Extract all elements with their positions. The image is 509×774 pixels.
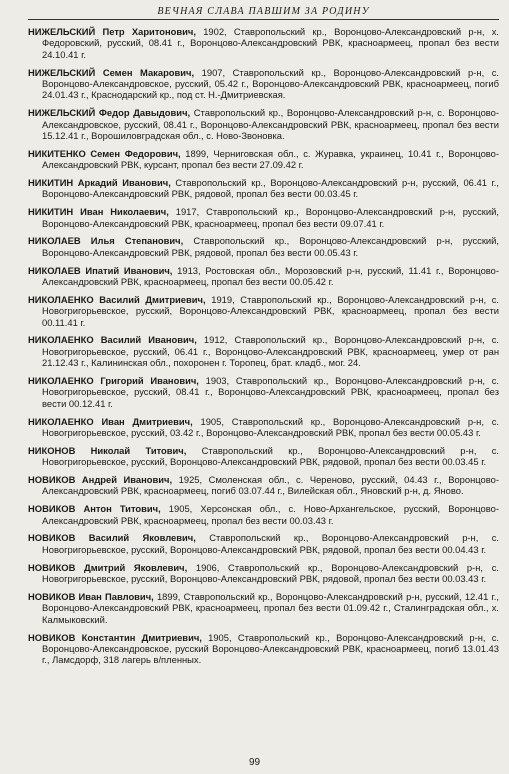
- document-page: [0, 6, 509, 774]
- entry: [28, 148, 499, 171]
- entry-name: НИЖЕЛЬСКИЙ Федор Давыдович,: [28, 107, 191, 119]
- entry-text: 1905, Ставропольский кр., Воронцово-Александровский р-н, с. Новогригорьевское, русский, 03.42 г., Воронцово-Александровский РВК, пропал без вести 00.05.43 г.: [42, 415, 500, 439]
- entry: [28, 503, 499, 526]
- entry-name: НИКИТИН Иван Николаевич,: [28, 206, 169, 218]
- entry: [28, 474, 499, 497]
- entry: [28, 235, 499, 258]
- entry-text: 1906, Ставропольский кр., Воронцово-Александровский р-н, с. Новогригорьевское, русский, Воронцово-Александровский РВК, рядовой, пропал без вести 00.03.43 г.: [42, 561, 499, 585]
- entry-text: 1902, Ставропольский кр., Воронцово-Александровский р-н, х. Федоровский, русский, 08.41 г., Воронцово-Александровский РВК, красноармеец, пропал без вести 24.10.41 г.: [42, 26, 499, 60]
- entry-name: НИКОЛАЕНКО Василий Дмитриевич,: [28, 293, 206, 305]
- entry-name: НИКОЛАЕНКО Иван Дмитриевич,: [28, 415, 193, 427]
- entry-text: 1905, Ставропольский кр., Воронцово-Александровский р-н, с. Воронцово-Александровское, русский Воронцово-Александровский РВК, красноармеец, погиб 13.01.43 г., Ламсдорф, 318 лагерь в/пленных.: [42, 631, 500, 666]
- entry-text: 1912, Ставропольский кр., Воронцово-Александровский р-н, с. Новогригорьевское, русский, 06.41 г., Воронцово-Александровский РВК, красноармеец, умер от ран 21.12.43 г., Калининская обл., похоронен г. Торопец, брат. кладб., мог. 24.: [42, 334, 499, 369]
- entry: [28, 445, 499, 468]
- entry: [28, 416, 499, 439]
- entry-text: 1899, Ставропольский кр., Воронцово-Александровский р-н, русский, 12.41 г., Воронцово-Александровский РВК, красноармеец, пропал без вести 01.09.42 г., Сталинградская обл., х. Калмыковский.: [42, 590, 499, 625]
- entry-text: Ставропольский кр., Воронцово-Александровский р-н, русский, 06.41 г., Воронцово-Александровский РВК, рядовой, пропал без вести 00.03.45 г.: [42, 177, 499, 200]
- entry: [28, 532, 499, 555]
- entry-text: Ставропольский кр., Воронцово-Александровский р-н, русский, Воронцово-Александровский РВК, рядовой, пропал без вести 00.05.43 г.: [42, 235, 499, 258]
- entry-name: НОВИКОВ Дмитрий Яковлевич,: [28, 561, 188, 573]
- entry: [28, 206, 499, 229]
- entry: [28, 294, 499, 328]
- entry-text: 1925, Смоленская обл., с. Череново, русский, 04.43 г., Воронцово-Александровский РВК, красноармеец, погиб 03.07.44 г., Вилейская обл., Яновский р-н, д. Яново.: [42, 474, 499, 497]
- entry-name: НИКОЛАЕВ Илья Степанович,: [28, 235, 184, 247]
- entry: [28, 562, 499, 585]
- entry-text: Ставропольский кр., Воронцово-Александровский р-н, с. Воронцово-Александровское, русский, 08.41 г., Воронцово-Александровский РВК, красноармеец, пропал без вести 15.12.41 г., Ворошиловградская обл., с. Ново-Звоновка.: [42, 107, 499, 142]
- entry: [28, 177, 499, 200]
- entry-text: 1913, Ростовская обл., Морозовский р-н, русский, 11.41 г., Воронцово-Александровский РВК, красноармеец, пропал без вести 00.05.42 г.: [42, 264, 499, 288]
- entry-name: НИКИТИН Аркадий Иванович,: [28, 177, 171, 189]
- entry-list: [28, 26, 499, 666]
- entry-text: 1919, Ставропольский кр., Воронцово-Александровский р-н, с. Новогригорьевское, русский, Воронцово-Александровский РВК, красноармеец, пропал без вести 00.11.41 г.: [42, 293, 500, 328]
- entry: [28, 26, 499, 60]
- entry-name: НОВИКОВ Андрей Иванович,: [28, 474, 173, 486]
- entry-text: 1899, Черниговская обл., с. Журавка, украинец, 10.41 г., Воронцово-Александровский РВК, курсант, пропал без вести 27.09.42 г.: [42, 147, 499, 171]
- entry: [28, 632, 499, 666]
- entry: [28, 591, 499, 625]
- entry-text: 1917, Ставропольский кр., Воронцово-Александровский р-н, русский, Воронцово-Александровский РВК, красноармеец, пропал без вести 09.07.41 г.: [42, 206, 499, 229]
- entry-name: НИЖЕЛЬСКИЙ Семен Макарович,: [28, 66, 195, 78]
- entry-text: 1903, Ставропольский кр., Воронцово-Александровский р-н, с. Новогригорьевское, русский, 08.41 г., Воронцово-Александровский РВК, красноармеец, пропал без вести 00.12.41 г.: [42, 375, 499, 409]
- entry-name: НОВИКОВ Василий Яковлевич,: [28, 532, 196, 544]
- entry-name: НОВИКОВ Антон Титович,: [28, 503, 161, 515]
- entry: [28, 375, 499, 409]
- entry-name: НОВИКОВ Константин Дмитриевич,: [28, 631, 202, 643]
- entry-name: НИКОНОВ Николай Титович,: [28, 444, 187, 456]
- entry-name: НИКОЛАЕНКО Григорий Иванович,: [28, 375, 199, 387]
- entry: [28, 107, 499, 141]
- entry-name: НОВИКОВ Иван Павлович,: [28, 590, 154, 602]
- entry-name: НИКОЛАЕНКО Василий Иванович,: [28, 334, 197, 346]
- entry: [28, 334, 499, 368]
- entry: [28, 67, 499, 101]
- entry-name: НИЖЕЛЬСКИЙ Петр Харитонович,: [28, 26, 196, 37]
- entry-text: Ставропольский кр., Воронцово-Александровский р-н, с. Новогригорьевское, русский, Воронцово-Александровский РВК, рядовой, пропал без вести 00.03.45 г.: [42, 444, 500, 468]
- page-number: 99: [248, 757, 261, 768]
- entry-text: 1907, Ставропольский кр., Воронцово-Александровский р-н, с. Воронцово-Александровское, русский, 05.42 г., Воронцово-Александровский РВК, красноармеец, погиб 24.01.43 г., Краснодарский кр., под ст. Н.-Дмитриевская.: [42, 66, 500, 101]
- page-header: ВЕЧНАЯ СЛАВА ПАВШИМ ЗА РОДИНУ: [28, 6, 499, 20]
- entry-text: 1905, Херсонская обл., с. Ново-Архангельское, русский, Воронцово-Александровский РВК, красноармеец, пропал без вести 00.03.43 г.: [42, 503, 499, 526]
- entry-text: Ставропольский кр., Воронцово-Александровский р-н, с. Новогригорьевское, русский, Воронцово-Александровский РВК, рядовой, пропал без вести 00.04.43 г.: [42, 532, 499, 555]
- entry: [28, 265, 499, 288]
- entry-name: НИКОЛАЕВ Ипатий Иванович,: [28, 264, 173, 276]
- entry-name: НИКИТЕНКО Семен Федорович,: [28, 147, 181, 159]
